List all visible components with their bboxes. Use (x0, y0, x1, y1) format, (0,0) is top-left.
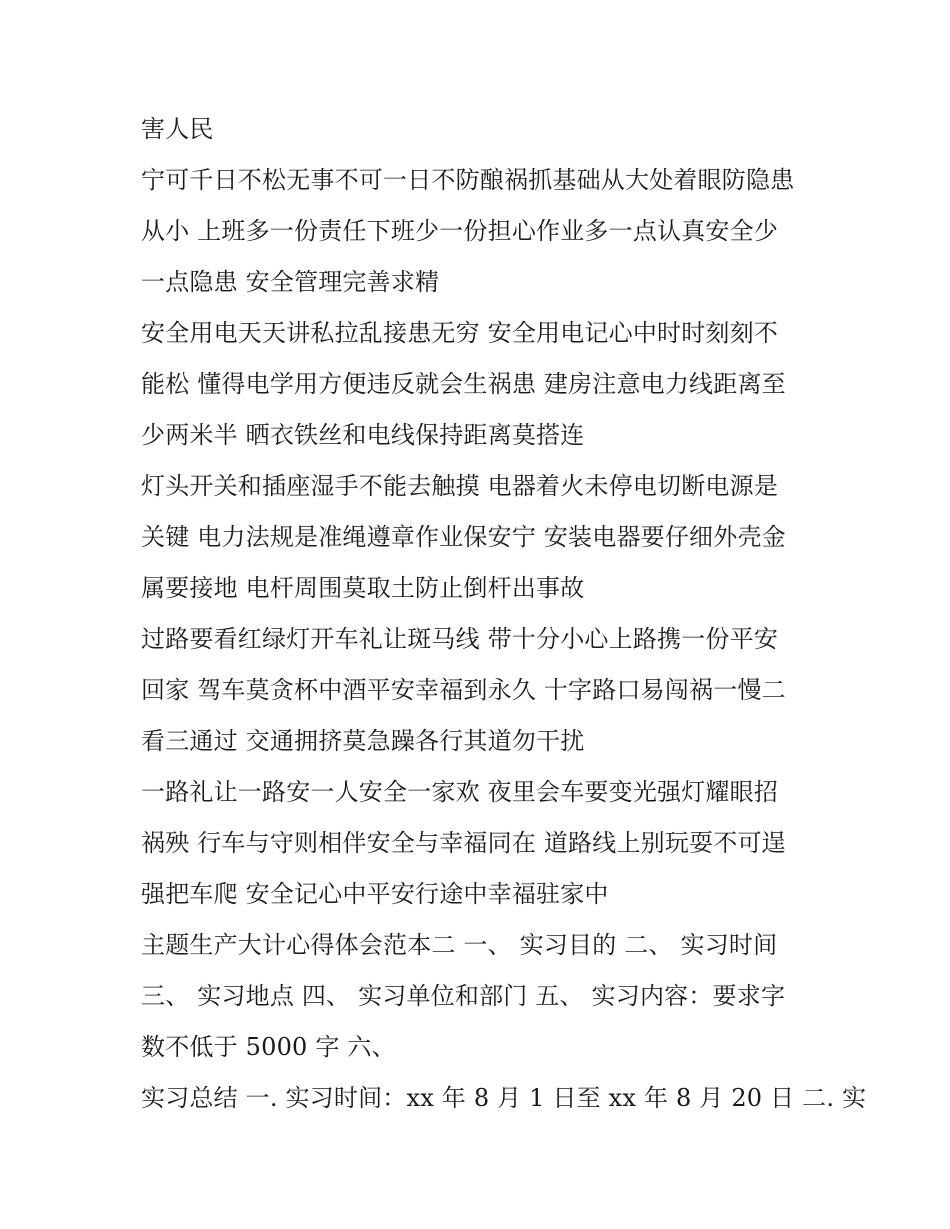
text-line: 主题生产大计心得体会范本二 一、 实习目的 二、 实习时间 (141, 931, 778, 959)
text-line: 少两米半 晒衣铁丝和电线保持距离莫搭连 (141, 421, 585, 449)
text-line: 安全用电天天讲私拉乱接患无穷 安全用电记心中时时刻刻不 (141, 319, 779, 347)
text-line: 能松 懂得电学用方便违反就会生祸患 建房注意电力线距离至 (141, 370, 786, 398)
text-line: 数不低于 5000 字 六、 (141, 1033, 396, 1061)
text-line: 强把车爬 安全记心中平安行途中幸福驻家中 (141, 880, 609, 908)
text-line: 一路礼让一路安一人安全一家欢 夜里会车要变光强灯耀眼招 (141, 778, 779, 806)
text-line: 实习总结 一. 实习时间：xx 年 8 月 1 日至 xx 年 8 月 20 日 二. 实 (141, 1084, 867, 1112)
text-line: 过路要看红绿灯开车礼让斑马线 带十分小心上路携一份平安 (141, 625, 779, 653)
text-line: 关键 电力法规是准绳遵章作业保安宁 安装电器要仔细外壳金 (141, 523, 786, 551)
text-line: 看三通过 交通拥挤莫急躁各行其道勿干扰 (141, 727, 585, 755)
text-line: 祸殃 行车与守则相伴安全与幸福同在 道路线上别玩耍不可逞 (141, 829, 786, 857)
body-text (141, 110, 867, 1130)
text-line: 一点隐患 安全管理完善求精 (141, 268, 440, 296)
text-line: 属要接地 电杆周围莫取土防止倒杆出事故 (141, 574, 585, 602)
text-line: 从小 上班多一份责任下班少一份担心作业多一点认真安全少 (141, 217, 779, 245)
text-line: 回家 驾车莫贪杯中酒平安幸福到永久 十字路口易闯祸一慢二 (141, 676, 786, 704)
text-line: 害人民 (141, 115, 214, 143)
text-line: 灯头开关和插座湿手不能去触摸 电器着火未停电切断电源是 (141, 472, 779, 500)
text-line: 三、 实习地点 四、 实习单位和部门 五、 实习内容：要求字 (141, 982, 786, 1010)
text-line: 宁可千日不松无事不可一日不防酿祸抓基础从大处着眼防隐患 (141, 166, 795, 194)
